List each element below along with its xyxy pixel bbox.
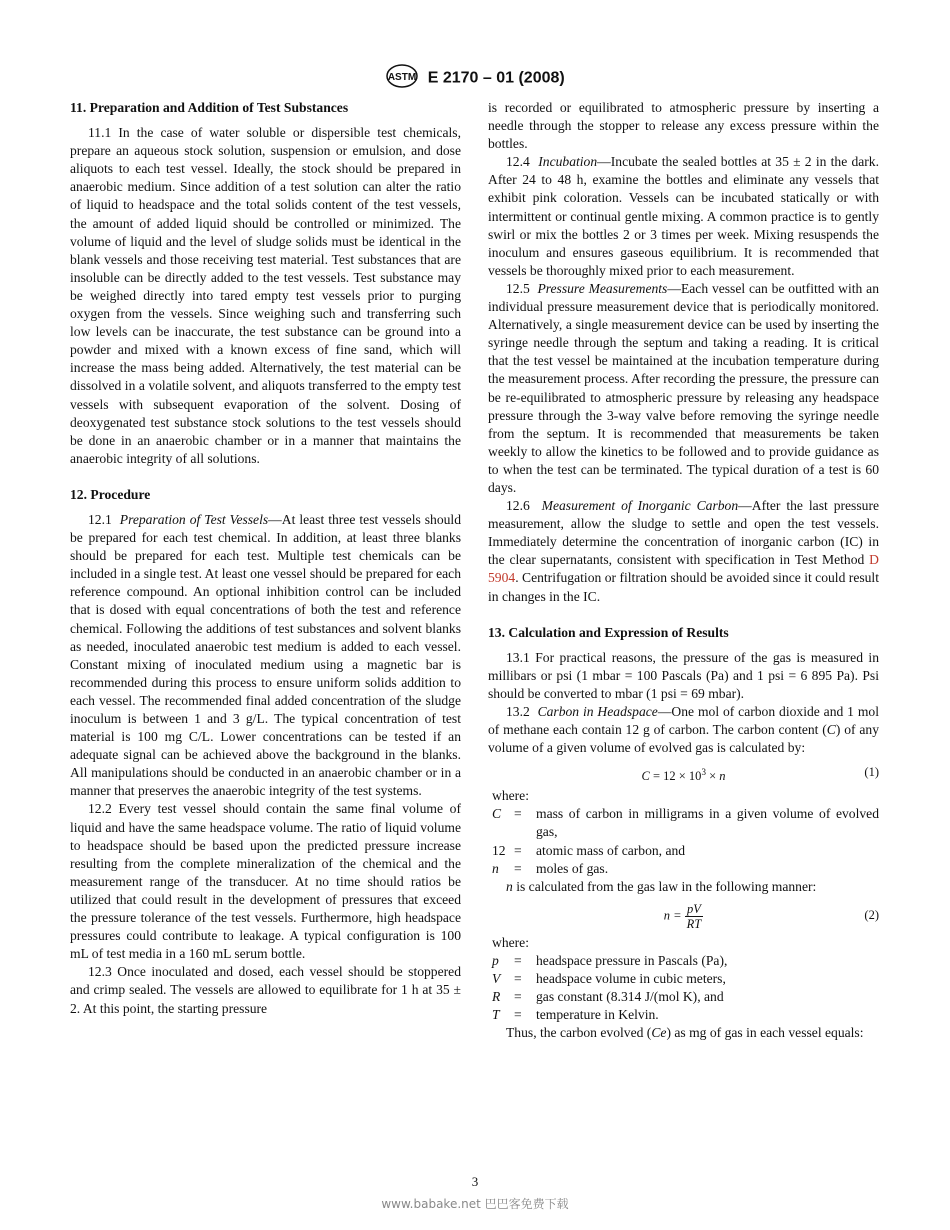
where-label-1: where:	[492, 788, 529, 804]
equation-1: $C = 12 \times 10^3 \times n$ (1)	[641, 765, 879, 784]
definitions-1	[492, 805, 879, 877]
footer-watermark: www.babake.net 巴巴客免费下载	[381, 1197, 569, 1211]
equation-2-number: (2)	[864, 907, 879, 922]
definition-row: p = headspace pressure in Pascals (Pa),	[492, 952, 728, 968]
astm-logo-icon	[385, 63, 419, 94]
page-header	[0, 63, 950, 94]
svg-text:ASTM: ASTM	[388, 72, 417, 83]
definition-row: V = headspace volume in cubic meters,	[492, 971, 726, 987]
para-12-1: 12.1 Preparation of Test Vessels—At least three test vessels should be prepared for each test chemical. In addition, at least three blanks should be prepared for each test. Multiple test chemicals can be included in a single test. At least one vessel should be prepared for each reference compound. An optional inhibition control can be included that is dosed with equal concentrations of both the test and reference chemical. Following the additions of test substances and solvent blanks as needed, inoculated anaerobic test medium is added to each vessel. Constant mixing of inoculated medium using a magnetic bar is recommended during this process to ensure uniform solids addition to each vessel. The recommended final added concentration of the sludge inoculum is between 1 and 3 g/L. The typical concentration of test material is 100 mg C/L. Lower concentrations can be tested if an adequate signal can be achieved above the background in the blanks. All manipulations should be conducted in an anaerobic chamber or in a manner that preserves the anaerobic integrity of the test systems.	[70, 511, 461, 799]
definition-row: 12 = atomic mass of carbon, and	[492, 842, 686, 858]
para-12-4: 12.4 Incubation—Incubate the sealed bottles at 35 ± 2 in the dark. After 24 to 48 h, examine the bottles and eliminate any vessels that exhibit pink coloration. Vessels can be incubated statically or with intermittent or continual gentle mixing. A common practice is to gently swirl or mix the bottles 2 or 3 times per week. Mixing resuspends the inoculum and ensures gaseous equilibrium. It is recommended that vessels be thoroughly mixed prior to each measurement.	[488, 154, 879, 278]
equation-1-number: (1)	[864, 765, 879, 780]
page-number: 3	[471, 1174, 479, 1189]
definitions-2	[492, 952, 879, 1024]
n-calculation-line: n is calculated from the gas law in the following manner:	[506, 878, 817, 894]
equation-2: n = $\frac{pV}{RT}$ (2)	[663, 901, 879, 931]
para-12-6: 12.6 Measurement of Inorganic Carbon—After the last pressure measurement, allow the sludge to settle and open the test vessels. Immediately determine the concentration of inorganic carbon (IC) in the clear supernatants, consistent with specification in Test Method D 5904. Centrifugation or filtration should be avoided since it could result in changes in the IC.	[488, 498, 879, 604]
right-column	[488, 99, 879, 1042]
section-11-title: 11. Preparation and Addition of Test Substances	[70, 100, 349, 115]
definition-row: C = mass of carbon in milligrams in a given volume of evolved gas,	[492, 806, 879, 840]
para-13-2: 13.2 Carbon in Headspace—One mol of carbon dioxide and 1 mol of methane each contain 12 g of carbon. The carbon content (C) of any volume of a given volume of evolved gas is calculated by:	[488, 704, 880, 756]
definition-row: R = gas constant (8.314 J/(mol K), and	[492, 989, 724, 1005]
para-11-1: 11.1 In the case of water soluble or dispersible test chemicals, prepare an aqueous stock solution, suspension or emulsion, and dose aliquots to each test vessel. Ideally, the stock should be prepared in anaerobic medium. Since addition of a test solution can alter the ratio of liquid to headspace and the total solids content of the test vessels, the amount of added liquid should be controlled or minimized. The volume of liquid and the level of sludge solids must be identical in the blank vessels and those receiving test material. Test substances that are insoluble can be directly added to the test vessels. Test substance may be weighed directly into tared empty test vessels prior to purging oxygen from the vessels. Since weighing such and transferring such low levels can be inaccurate, the test substance can be ground into a powder and mixed with a known excess of fine sand, which will increase the mass being added. Alternatively, the test material can be dissolved in a volatile solvent, and aliquots transferred to the empty test vessels with subsequent evaporation of the solvent. Dosing of deoxygenated test substance stock solutions to the test vessels should be done in an anaerobic chamber or in a manner that maintains the anaerobic integrity of all solutions.	[70, 125, 461, 466]
para-12-2: 12.2 Every test vessel should contain the same final volume of liquid and have the same headspace volume. The ratio of liquid volume to headspace should be based upon the predicted pressure increase resulting from the complete mineralization of the chemical and the measurement range of the transducer. At no time should ratios be utilized that could result in the development of pressures that exceed the pressure tolerance of the test vessels. Furthermore, high headspace pressures could contribute to leakage. A typical configuration is 100 mL of test media in a 160 mL serum bottle.	[70, 801, 461, 962]
standard-designation: E 2170 – 01 (2008)	[427, 69, 565, 87]
section-12-title: 12. Procedure	[70, 486, 151, 502]
para-13-1: 13.1 For practical reasons, the pressure of the gas is measured in millibars or psi (1 mbar = 100 Pascals (Pa) and 1 psi = 6 895 Pa). Psi should be converted to mbar (1 psi = 69 mbar).	[488, 649, 879, 701]
left-column	[70, 99, 461, 1018]
para-12-3: 12.3 Once inoculated and dosed, each vessel should be stoppered and crimp sealed. The vessels are allowed to equilibrate for 1 h at 35 ± 2. At this point, the starting pressure	[70, 964, 461, 1016]
definition-row: T = temperature in Kelvin.	[492, 1007, 659, 1023]
d5904-link[interactable]: D 5904	[488, 552, 879, 586]
para-12-3-continued: is recorded or equilibrated to atmospheric pressure by inserting a needle through the stopper to release any excess pressure within the bottles.	[488, 100, 879, 152]
where-label-2: where:	[492, 934, 529, 950]
section-13-title: 13. Calculation and Expression of Results	[488, 624, 729, 640]
definition-row: n = moles of gas.	[492, 860, 609, 876]
carbon-evolved-line: Thus, the carbon evolved (Ce) as mg of gas in each vessel equals:	[506, 1025, 864, 1041]
para-12-5: 12.5 Pressure Measurements—Each vessel can be outfitted with an individual pressure measurement device that is periodically monitored. Alternatively, a single measurement device can be used by inserting the syringe needle through the septum and taking a reading. It is critical that the test vessel be maintained at the incubation temperature during the measurement process. After recording the pressure, the pressure can be re-equilibrated to atmospheric pressure by releasing any headspace pressure through the 3-way valve before removing the syringe needle from the septum. It is recommended that measurements be taken weekly to allow the kinetics to be followed and to provide guidance as to when the test can be terminated. The typical duration of a test is 60 days.	[488, 280, 880, 495]
